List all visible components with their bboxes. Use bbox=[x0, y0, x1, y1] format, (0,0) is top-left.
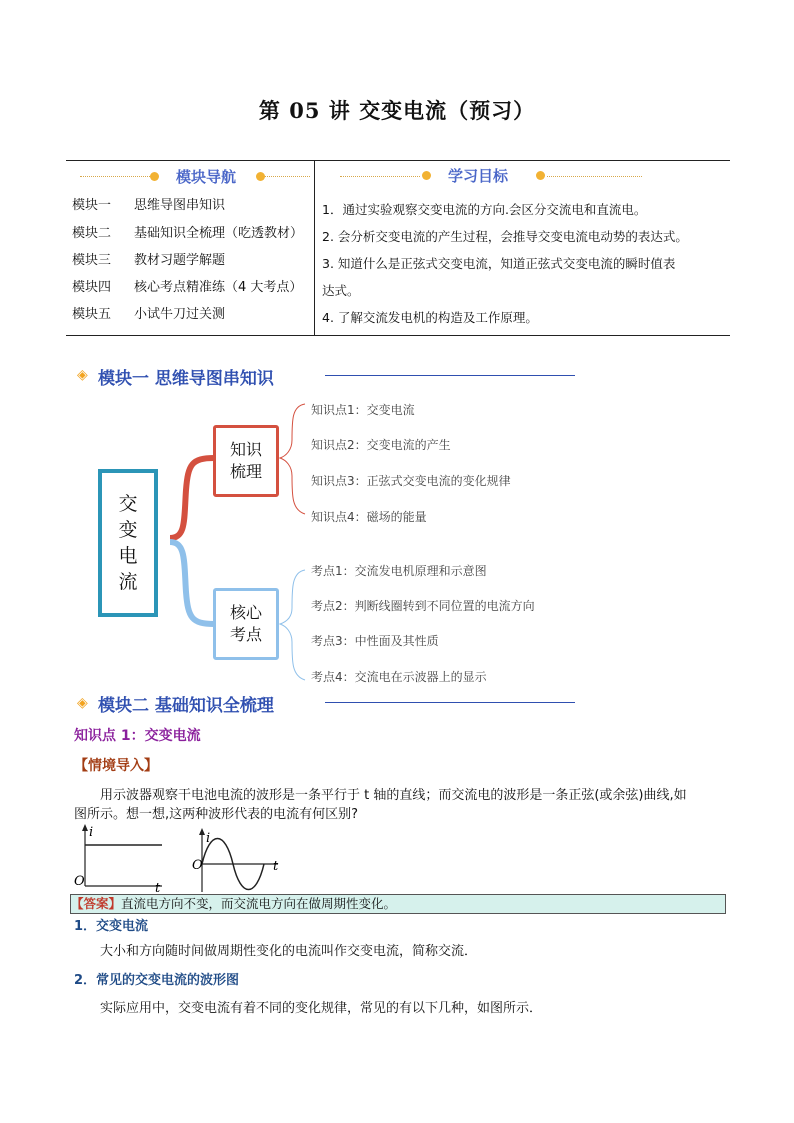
brace-exam bbox=[170, 542, 214, 624]
branch-knowledge-line1: 知识 bbox=[229, 440, 262, 459]
ac-o-label: O bbox=[192, 858, 203, 873]
exam-point-1: 考点1：交流发电机原理和示意图 bbox=[311, 564, 487, 578]
intro-label: 【情境导入】 bbox=[74, 758, 158, 774]
knowledge-point-2: 知识点2：交变电流的产生 bbox=[311, 438, 451, 452]
nav-item-5-text: 小试牛刀过关测 bbox=[134, 307, 226, 322]
nav-item-3-text: 教材习题学解题 bbox=[134, 253, 226, 268]
exam-point-2: 考点2：判断线圈转到不同位置的电流方向 bbox=[311, 599, 535, 613]
nav-item-4-text: 核心考点精准练（4 大考点） bbox=[134, 280, 303, 295]
goals-header-dot-right bbox=[536, 171, 545, 180]
table-bottom-border bbox=[66, 335, 730, 336]
root-char-4: 流 bbox=[118, 571, 138, 593]
goals-header-dots-left bbox=[340, 176, 420, 178]
answer-box bbox=[70, 894, 726, 914]
ac-i-label: i bbox=[206, 831, 211, 846]
sub1-text: 大小和方向随时间做周期性变化的电流叫作交变电流，简称交流． bbox=[100, 944, 478, 959]
goal-4: 4. 了解交流发电机的构造及工作原理。 bbox=[322, 310, 538, 325]
nav-item-1-text: 思维导图串知识 bbox=[134, 198, 226, 213]
ac-y-arrow-icon bbox=[199, 828, 205, 835]
exam-point-4: 考点4：交流电在示波器上的显示 bbox=[311, 670, 487, 684]
knowledge-point-3: 知识点3：正弦式交变电流的变化规律 bbox=[311, 474, 511, 488]
waveform-graphs bbox=[70, 822, 290, 894]
goals-header-dot-left bbox=[422, 171, 431, 180]
goals-header: 学习目标 bbox=[448, 167, 509, 185]
intro-text-line2: 图所示。想一想,这两种波形代表的电流有何区别? bbox=[74, 807, 359, 822]
brace-knowledge-points bbox=[280, 404, 305, 514]
intro-text-line1: 用示波器观察干电池电流的波形是一条平行于 t 轴的直线；而交流电的波形是一条正弦(或余弦)曲线,如 bbox=[100, 788, 687, 803]
brace-knowledge bbox=[170, 458, 214, 538]
goal-3-cont: 达式。 bbox=[322, 283, 360, 298]
root-char-1: 交 bbox=[118, 493, 138, 515]
knowledge-point-1: 知识点1：交变电流 bbox=[311, 403, 415, 417]
mindmap-branch-exam bbox=[213, 588, 279, 660]
nav-header: 模块导航 bbox=[176, 168, 237, 186]
nav-header-dots-left bbox=[80, 176, 150, 178]
brace-exam-points bbox=[280, 570, 305, 680]
root-char-3: 电 bbox=[118, 545, 138, 567]
branch-exam-line1: 核心 bbox=[229, 603, 262, 622]
page-title: 第 05 讲 交变电流（预习） bbox=[258, 98, 536, 123]
goal-2: 2. 会分析交变电流的产生过程，会推导交变电流电动势的表达式。 bbox=[322, 229, 688, 244]
dc-t-label: t bbox=[155, 881, 161, 894]
table-divider bbox=[314, 160, 315, 335]
sub2-title: 2．常见的交变电流的波形图 bbox=[74, 973, 240, 988]
section2-title: 模块二 基础知识全梳理 bbox=[98, 696, 274, 716]
double-diamond-icon: ◈ bbox=[77, 367, 88, 383]
nav-header-dots-right bbox=[265, 176, 310, 178]
nav-header-dot-right bbox=[256, 172, 265, 181]
dc-o-label: O bbox=[74, 874, 85, 889]
dc-y-arrow-icon bbox=[82, 824, 88, 831]
table-top-border bbox=[66, 160, 730, 161]
knowledge-point-4: 知识点4：磁场的能量 bbox=[311, 510, 427, 524]
sub1-title: 1．交变电流 bbox=[74, 919, 149, 934]
section1-rule bbox=[325, 375, 575, 376]
knowledge-point-1-title: 知识点 1：交变电流 bbox=[74, 728, 201, 744]
nav-item-3-code: 模块三 bbox=[72, 253, 112, 268]
nav-item-4-code: 模块四 bbox=[72, 280, 112, 295]
root-char-2: 变 bbox=[118, 519, 138, 541]
answer-label: 【答案】 bbox=[71, 896, 122, 911]
dc-i-label: i bbox=[89, 825, 94, 840]
answer-text: 直流电方向不变，而交流电方向在做周期性变化。 bbox=[121, 896, 397, 911]
nav-item-1-code: 模块一 bbox=[72, 198, 112, 213]
section2-rule bbox=[325, 702, 575, 703]
sub2-text: 实际应用中，交变电流有着不同的变化规律，常见的有以下几种，如图所示． bbox=[100, 1001, 543, 1016]
ac-t-label: t bbox=[273, 859, 279, 874]
mindmap-root bbox=[98, 469, 158, 617]
goal-1: 1．通过实验观察交变电流的方向.会区分交流电和直流电。 bbox=[322, 202, 647, 217]
nav-header-dot-left bbox=[150, 172, 159, 181]
section1-title: 模块一 思维导图串知识 bbox=[98, 369, 274, 389]
nav-item-2-text: 基础知识全梳理（吃透教材） bbox=[134, 226, 304, 241]
nav-item-5-code: 模块五 bbox=[72, 307, 112, 322]
exam-point-3: 考点3：中性面及其性质 bbox=[311, 634, 439, 648]
branch-exam-line2: 考点 bbox=[229, 625, 262, 644]
goals-header-dots-right bbox=[547, 176, 642, 178]
goal-3: 3. 知道什么是正弦式交变电流，知道正弦式交变电流的瞬时值表 bbox=[322, 256, 676, 271]
branch-knowledge-line2: 梳理 bbox=[229, 462, 262, 481]
double-diamond-icon: ◈ bbox=[77, 695, 88, 711]
nav-item-2-code: 模块二 bbox=[72, 226, 112, 241]
mindmap-branch-knowledge bbox=[213, 425, 279, 497]
